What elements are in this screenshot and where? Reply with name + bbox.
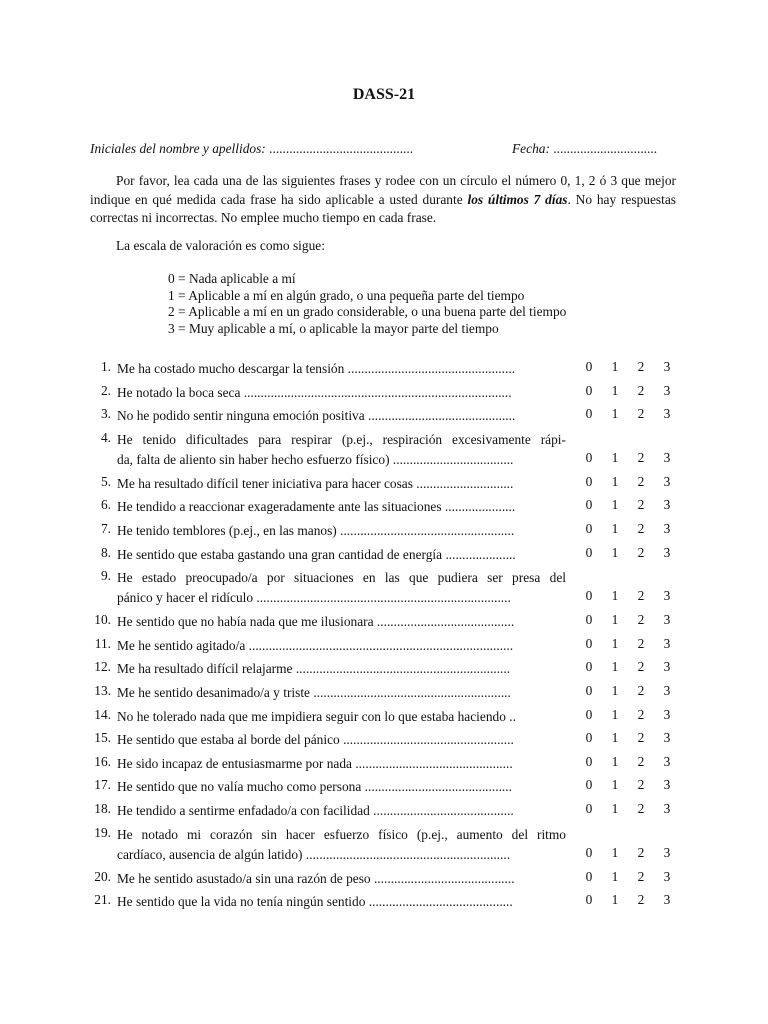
response-option-2[interactable]: 2	[637, 892, 645, 908]
response-option-2[interactable]: 2	[637, 521, 645, 536]
item-number: 13.	[94, 683, 111, 698]
response-option-2[interactable]: 2	[637, 497, 645, 513]
response-option-0[interactable]: 0	[585, 635, 593, 651]
scale-line: 2 = Aplicable a mí en un grado considerable, o una buena parte del tiempo	[168, 304, 567, 320]
item-text-line: He sentido que no había nada que me ilusionara .........................................	[117, 614, 515, 630]
response-option-2[interactable]: 2	[637, 449, 645, 465]
item-text	[117, 683, 566, 703]
item-text-line: Me he sentido desanimado/a y triste ...........................................................	[117, 685, 511, 700]
response-option-3[interactable]: 3	[663, 844, 671, 860]
item-text-line: Me he sentido asustado/a sin una razón de peso ..........................................	[117, 870, 515, 886]
response-option-0[interactable]: 0	[585, 844, 593, 860]
name-label: Iniciales del nombre y apellidos:	[90, 141, 266, 156]
response-option-0[interactable]: 0	[585, 473, 593, 489]
item-text	[117, 406, 566, 426]
item-text	[117, 777, 566, 797]
response-option-3[interactable]: 3	[663, 612, 671, 628]
item-text-line: He notado mi corazón sin hacer esfuerzo físico (p.ej., aumento del ritmo	[117, 826, 566, 842]
response-option-2[interactable]: 2	[637, 683, 645, 698]
item-text-line: He sentido que estaba al borde del pánico ...................................................	[117, 732, 514, 748]
item-number: 10.	[94, 612, 111, 628]
date-field[interactable]	[512, 141, 657, 157]
respondent-header	[90, 141, 676, 159]
item-number: 5.	[100, 473, 111, 489]
item-text-line: He notado la boca seca ................................................................................	[117, 384, 512, 400]
response-option-1[interactable]: 1	[611, 753, 619, 769]
item-number: 2.	[100, 382, 111, 398]
response-option-0[interactable]: 0	[585, 544, 593, 560]
response-option-2[interactable]: 2	[637, 635, 645, 651]
item-number: 17.	[94, 777, 111, 793]
response-option-3[interactable]: 3	[663, 544, 671, 560]
item-number: 16.	[94, 753, 111, 769]
response-option-1[interactable]: 1	[611, 521, 619, 536]
response-option-3[interactable]: 3	[663, 659, 671, 675]
item-number: 7.	[100, 521, 111, 536]
response-option-3[interactable]: 3	[663, 635, 671, 651]
item-text-line: Me ha resultado difícil tener iniciativa para hacer cosas .............................	[117, 475, 514, 491]
response-option-3[interactable]: 3	[663, 706, 671, 722]
page-title: DASS-21	[352, 86, 416, 103]
item-text	[117, 612, 566, 632]
item-text-line: da, falta de aliento sin haber hecho esfuerzo físico) ....................................	[117, 451, 514, 467]
instructions-text-end: . No hay respuestas correctas ni incorrectas. No emplee mucho tiempo en cada frase.	[90, 191, 676, 225]
response-option-2[interactable]: 2	[637, 588, 645, 604]
item-number: 19.	[94, 824, 111, 840]
response-option-3[interactable]: 3	[663, 892, 671, 908]
item-text	[117, 869, 566, 889]
item-text	[117, 636, 566, 656]
item-number: 6.	[100, 497, 111, 513]
item-text	[117, 730, 566, 750]
response-option-1[interactable]: 1	[611, 635, 619, 651]
response-option-1[interactable]: 1	[611, 844, 619, 860]
item-number: 4.	[100, 429, 111, 445]
response-option-2[interactable]: 2	[637, 406, 645, 422]
scale-line: 0 = Nada aplicable a mí	[168, 271, 296, 286]
response-option-3[interactable]: 3	[663, 359, 671, 374]
item-number: 14.	[94, 706, 111, 722]
item-number: 12.	[94, 659, 111, 675]
response-option-0[interactable]: 0	[585, 382, 593, 398]
item-number: 15.	[94, 730, 111, 746]
response-option-1[interactable]: 1	[611, 359, 619, 374]
response-option-3[interactable]: 3	[663, 497, 671, 513]
response-option-0[interactable]: 0	[585, 406, 593, 422]
item-text	[117, 568, 566, 608]
item-text-line: Me ha costado mucho descargar la tensión ..................................................	[117, 361, 516, 376]
response-option-1[interactable]: 1	[611, 892, 619, 908]
item-text-line: He sentido que la vida no tenía ningún sentido ...........................................	[117, 894, 513, 910]
response-option-1[interactable]: 1	[611, 801, 619, 816]
response-option-3[interactable]: 3	[663, 473, 671, 489]
response-option-1[interactable]: 1	[611, 473, 619, 489]
item-text	[117, 383, 566, 403]
response-option-0[interactable]: 0	[585, 588, 593, 604]
response-option-3[interactable]: 3	[663, 753, 671, 769]
response-option-1[interactable]: 1	[611, 449, 619, 465]
response-option-0[interactable]: 0	[585, 659, 593, 675]
item-text	[117, 545, 566, 565]
response-option-0[interactable]: 0	[585, 521, 593, 536]
response-option-2[interactable]: 2	[637, 777, 645, 793]
item-text-line: Me ha resultado difícil relajarme ................................................................	[117, 661, 511, 677]
item-text	[117, 359, 566, 379]
response-option-2[interactable]: 2	[637, 753, 645, 769]
response-option-2[interactable]: 2	[637, 659, 645, 675]
response-option-1[interactable]: 1	[611, 777, 619, 793]
item-text	[117, 659, 566, 679]
response-option-0[interactable]: 0	[585, 777, 593, 793]
response-option-1[interactable]: 1	[611, 544, 619, 560]
response-option-0[interactable]: 0	[585, 359, 593, 374]
item-text-line: He sentido que no valía mucho como persona ............................................	[117, 779, 512, 795]
response-option-0[interactable]: 0	[585, 868, 593, 884]
response-option-2[interactable]: 2	[637, 382, 645, 398]
response-option-1[interactable]: 1	[611, 730, 619, 746]
item-text-line: He estado preocupado/a por situaciones en las que pudiera ser presa del	[117, 570, 566, 586]
item-text	[117, 430, 566, 470]
response-option-1[interactable]: 1	[611, 612, 619, 628]
item-text-line: He tendido a reaccionar exageradamente ante las situaciones .....................	[117, 499, 516, 515]
response-option-0[interactable]: 0	[585, 801, 593, 816]
rating-scale	[168, 271, 566, 337]
response-option-1[interactable]: 1	[611, 706, 619, 722]
item-number: 20.	[94, 868, 111, 884]
item-number: 18.	[94, 801, 111, 816]
item-text-line: He tendido a sentirme enfadado/a con facilidad ..........................................	[117, 803, 514, 818]
item-number: 11.	[94, 635, 111, 651]
item-text	[117, 801, 566, 821]
response-option-3[interactable]: 3	[663, 777, 671, 793]
response-option-0[interactable]: 0	[585, 730, 593, 746]
item-text-line: Me he sentido agitado/a ...............................................................................	[117, 637, 514, 653]
item-text	[117, 825, 566, 865]
response-option-1[interactable]: 1	[611, 382, 619, 398]
date-dots: ...............................	[553, 141, 658, 156]
response-option-2[interactable]: 2	[637, 359, 645, 374]
response-option-3[interactable]: 3	[663, 382, 671, 398]
item-number: 9.	[100, 568, 111, 584]
instructions-paragraph	[90, 172, 676, 228]
response-option-2[interactable]: 2	[637, 868, 645, 884]
item-text-line: He sido incapaz de entusiasmarme por nada ...............................................	[117, 755, 513, 771]
response-option-1[interactable]: 1	[611, 406, 619, 422]
response-option-0[interactable]: 0	[585, 892, 593, 908]
response-option-0[interactable]: 0	[585, 612, 593, 628]
response-option-3[interactable]: 3	[663, 406, 671, 422]
response-option-0[interactable]: 0	[585, 497, 593, 513]
scale-line: 1 = Aplicable a mí en algún grado, o una pequeña parte del tiempo	[168, 287, 525, 303]
response-option-3[interactable]: 3	[663, 449, 671, 465]
response-option-3[interactable]: 3	[663, 588, 671, 604]
response-option-0[interactable]: 0	[585, 706, 593, 722]
item-text	[117, 497, 566, 517]
response-option-2[interactable]: 2	[637, 544, 645, 560]
response-option-1[interactable]: 1	[611, 588, 619, 604]
response-option-2[interactable]: 2	[637, 612, 645, 628]
response-option-2[interactable]: 2	[637, 730, 645, 746]
response-option-1[interactable]: 1	[611, 683, 619, 698]
item-number: 8.	[100, 544, 111, 560]
response-option-0[interactable]: 0	[585, 753, 593, 769]
item-number: 1.	[100, 359, 111, 374]
item-text	[117, 521, 566, 541]
item-text	[117, 754, 566, 774]
item-number: 3.	[100, 406, 111, 422]
response-option-0[interactable]: 0	[585, 449, 593, 465]
date-label: Fecha:	[512, 141, 550, 156]
response-option-0[interactable]: 0	[585, 683, 593, 698]
instructions-text: Por favor, lea cada una de las siguientes frases y rodee con un círculo el número 0, 1, 2 ó 3 que mejor indique en qué medida cada frase ha sido aplicable a usted durante	[90, 173, 676, 207]
response-option-1[interactable]: 1	[611, 497, 619, 513]
item-text	[117, 474, 566, 494]
instructions-emphasis: los últimos 7 días	[467, 191, 568, 207]
response-option-2[interactable]: 2	[637, 844, 645, 860]
response-option-2[interactable]: 2	[637, 473, 645, 489]
response-option-3[interactable]: 3	[663, 730, 671, 746]
item-text-line: No he tolerado nada que me impidiera seguir con lo que estaba haciendo ..	[117, 708, 516, 724]
name-field[interactable]	[90, 141, 413, 157]
response-option-2[interactable]: 2	[637, 706, 645, 722]
scale-line: 3 = Muy aplicable a mí, o aplicable la mayor parte del tiempo	[168, 320, 499, 336]
response-option-1[interactable]: 1	[611, 868, 619, 884]
item-number: 21.	[94, 892, 111, 908]
item-text-line: He tenido dificultades para respirar (p.ej., respiración excesivamente rápi-	[117, 431, 566, 447]
item-text-line: cardíaco, ausencia de algún latido) .............................................................	[117, 846, 511, 862]
response-option-3[interactable]: 3	[663, 683, 671, 698]
response-option-3[interactable]: 3	[663, 521, 671, 536]
response-option-2[interactable]: 2	[637, 801, 645, 816]
name-dots: ...........................................	[269, 141, 414, 156]
response-option-1[interactable]: 1	[611, 659, 619, 675]
item-text-line: He tenido temblores (p.ej., en las manos) ....................................................	[117, 523, 515, 538]
response-option-3[interactable]: 3	[663, 868, 671, 884]
item-text	[117, 707, 566, 727]
item-text-line: pánico y hacer el ridículo ............................................................................	[117, 590, 511, 606]
item-text-line: No he podido sentir ninguna emoción positiva ............................................	[117, 408, 516, 424]
item-text	[117, 892, 566, 912]
response-option-3[interactable]: 3	[663, 801, 671, 816]
item-text-line: He sentido que estaba gastando una gran cantidad de energía .....................	[117, 546, 516, 562]
scale-intro: La escala de valoración es como sigue:	[116, 238, 325, 253]
